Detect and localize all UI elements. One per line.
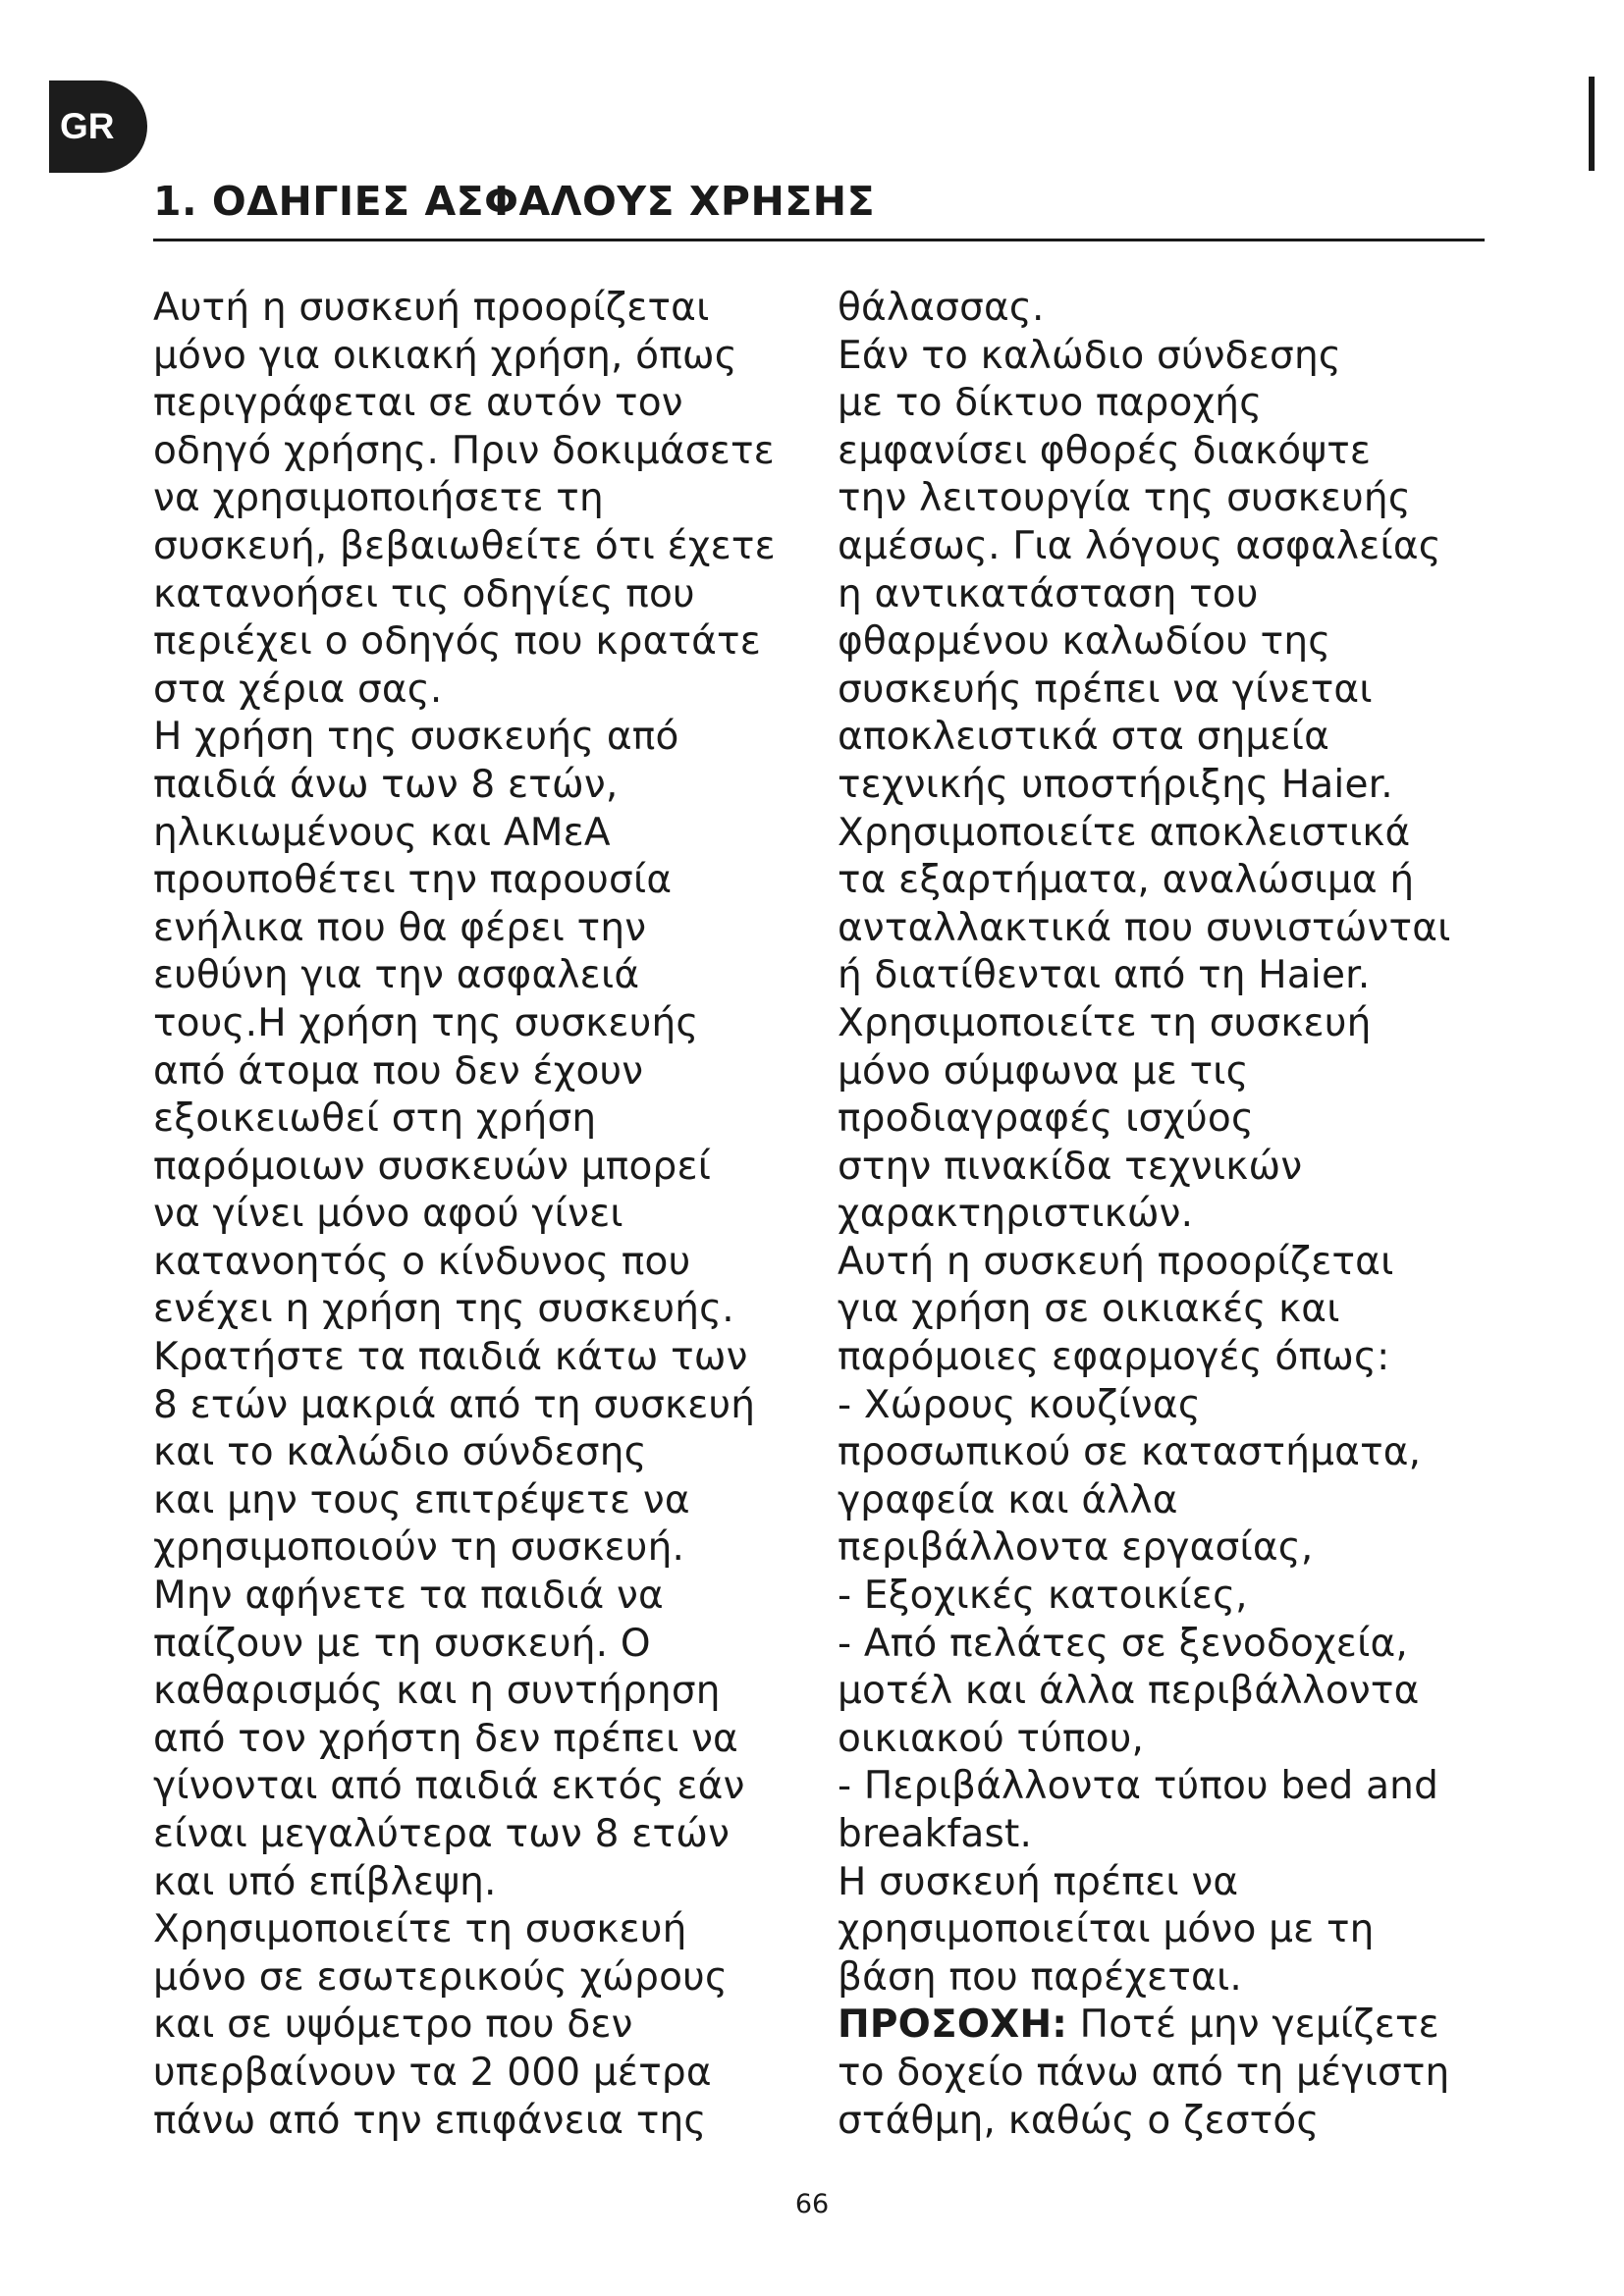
text-line: παρόμοιων συσκευών μπορεί — [153, 1144, 712, 1189]
text-line: συσκευής πρέπει να γίνεται — [838, 667, 1373, 712]
text-line: τους.Η χρήση της συσκευής — [153, 1000, 699, 1045]
text-line: μοτέλ και άλλα περιβάλλοντα — [838, 1669, 1420, 1714]
text-line: 8 ετών μακριά από τη συσκευή — [153, 1382, 756, 1427]
warning-line — [838, 2002, 1451, 2050]
text-line: στα χέρια σας. — [153, 667, 443, 712]
text-line: τα εξαρτήματα, αναλώσιμα ή — [838, 858, 1415, 903]
text-line: Κρατήστε τα παιδιά κάτω των — [153, 1335, 748, 1380]
text-line: φθαρμένου καλωδίου της — [838, 619, 1331, 665]
text-line: Αυτή η συσκευή προορίζεται — [838, 1239, 1394, 1284]
text-line: με το δίκτυο παροχής — [838, 381, 1263, 426]
text-line: Η χρήση της συσκευής από — [153, 715, 679, 760]
text-line: γίνονται από παιδιά εκτός εάν — [153, 1764, 745, 1809]
section-title: 1. ΟΔΗΓΙΕΣ ΑΣΦΑΛΟΥΣ ΧΡΗΣΗΣ — [153, 178, 876, 225]
text-line: θάλασσας. — [838, 286, 1045, 330]
text-line: χαρακτηριστικών. — [838, 1192, 1194, 1237]
text-line: την λειτουργία της συσκευής — [838, 476, 1411, 521]
text-line: παίζουν με τη συσκευή. Ο — [153, 1621, 651, 1666]
text-line: μόνο για οικιακή χρήση, όπως — [153, 333, 737, 378]
text-line: μόνο σε εσωτερικούς χώρους — [153, 1954, 729, 2000]
text-line: περιγράφεται σε αυτόν τον — [153, 381, 683, 426]
text-line: - Από πελάτες σε ξενοδοχεία, — [838, 1621, 1408, 1666]
text-line: προυποθέτει την παρουσία — [153, 858, 673, 903]
text-line: εμφανίσει φθορές διακόψτε — [838, 428, 1372, 473]
warning-text: Ποτέ μην γεμίζετε — [1067, 2002, 1439, 2048]
text-line: χρησιμοποιούν τη συσκευή. — [153, 1525, 685, 1571]
text-line: οδηγό χρήσης. Πριν δοκιμάσετε — [153, 428, 775, 473]
text-line: και το καλώδιο σύνδεσης — [153, 1430, 647, 1475]
text-line: παιδιά άνω των 8 ετών, — [153, 762, 619, 807]
text-line: από άτομα που δεν έχουν — [153, 1048, 644, 1094]
text-line: τεχνικής υποστήριξης Haier. — [838, 762, 1393, 807]
text-line: κατανοήσει τις οδηγίες που — [153, 571, 695, 616]
text-line: Η συσκευή πρέπει να — [838, 1859, 1239, 1904]
language-tab — [49, 80, 147, 173]
text-line: προδιαγραφές ισχύος — [838, 1096, 1255, 1142]
right-text-column — [838, 285, 1451, 2145]
text-line: ενέχει η χρήση της συσκευής. — [153, 1287, 734, 1332]
text-line: το δοχείο πάνω από τη μέγιστη — [838, 2050, 1450, 2095]
text-line: - Χώρους κουζίνας — [838, 1382, 1201, 1427]
language-tab-label: GR — [60, 106, 115, 146]
text-line: Μην αφήνετε τα παιδιά να — [153, 1574, 664, 1619]
text-line: - Εξοχικές κατοικίες, — [838, 1574, 1248, 1619]
text-line: υπερβαίνουν τα 2 000 μέτρα — [153, 2050, 712, 2095]
text-line: - Περιβάλλοντα τύπου bed and — [838, 1764, 1439, 1809]
text-line: στάθμη, καθώς ο ζεστός — [838, 2098, 1320, 2143]
text-line: στην πινακίδα τεχνικών — [838, 1144, 1303, 1189]
text-line: αποκλειστικά στα σημεία — [838, 715, 1330, 760]
text-line: να γίνει μόνο αφού γίνει — [153, 1192, 623, 1237]
text-line: είναι μεγαλύτερα των 8 ετών — [153, 1812, 731, 1856]
text-line: μόνο σύμφωνα με τις — [838, 1048, 1249, 1094]
text-line: Χρησιμοποιείτε αποκλειστικά — [838, 810, 1411, 855]
title-divider — [153, 239, 1485, 241]
right-text-tail — [838, 2050, 1451, 2145]
text-line: ανταλλακτικά που συνιστώνται — [838, 905, 1451, 950]
left-text-column — [153, 285, 776, 2145]
text-line: ηλικιωμένους και ΑΜεΑ — [153, 810, 611, 855]
text-line: περιέχει ο οδηγός που κρατάτε — [153, 619, 762, 665]
text-line: Αυτή η συσκευή προορίζεται — [153, 286, 710, 330]
text-line: breakfast. — [838, 1812, 1033, 1856]
text-line: ευθύνη για την ασφαλειά — [153, 953, 640, 998]
text-line: παρόμοιες εφαρμογές όπως: — [838, 1335, 1390, 1380]
text-line: ενήλικα που θα φέρει την — [153, 905, 647, 950]
page-number: 66 — [794, 2189, 830, 2219]
page-edge-marker — [1589, 77, 1595, 171]
text-line: οικιακού τύπου, — [838, 1716, 1145, 1761]
text-line: και μην τους επιτρέψετε να — [153, 1477, 690, 1522]
text-line: βάση που παρέχεται. — [838, 1954, 1242, 2000]
text-line: η αντικατάσταση του — [838, 571, 1259, 616]
text-line: να χρησιμοποιήσετε τη — [153, 476, 604, 521]
text-line: και υπό επίβλεψη. — [153, 1859, 497, 1904]
text-line: Εάν το καλώδιο σύνδεσης — [838, 333, 1341, 378]
text-line: ή διατίθενται από τη Haier. — [838, 953, 1371, 998]
text-line: αμέσως. Για λόγους ασφαλείας — [838, 523, 1441, 568]
right-text-main — [838, 285, 1451, 2002]
text-line: για χρήση σε οικιακές και — [838, 1287, 1340, 1332]
text-line: χρησιμοποιείται μόνο με τη — [838, 1907, 1375, 1952]
text-line: περιβάλλοντα εργασίας, — [838, 1525, 1314, 1571]
text-line: συσκευή, βεβαιωθείτε ότι έχετε — [153, 523, 776, 568]
text-line: Χρησιμοποιείτε τη συσκευή — [838, 1000, 1372, 1045]
text-line: κατανοητός ο κίνδυνος που — [153, 1239, 691, 1284]
text-line: εξοικειωθεί στη χρήση — [153, 1096, 597, 1142]
text-line: και σε υψόμετρο που δεν — [153, 2002, 633, 2048]
text-line: προσωπικού σε καταστήματα, — [838, 1430, 1422, 1475]
text-line: γραφεία και άλλα — [838, 1477, 1178, 1522]
text-line: από τον χρήστη δεν πρέπει να — [153, 1716, 738, 1761]
text-line: πάνω από την επιφάνεια της — [153, 2098, 707, 2143]
warning-label: ΠΡΟΣΟΧΗ: — [838, 2002, 1068, 2048]
text-line: καθαρισμός και η συντήρηση — [153, 1669, 721, 1714]
text-line: Χρησιμοποιείτε τη συσκευή — [153, 1907, 687, 1952]
